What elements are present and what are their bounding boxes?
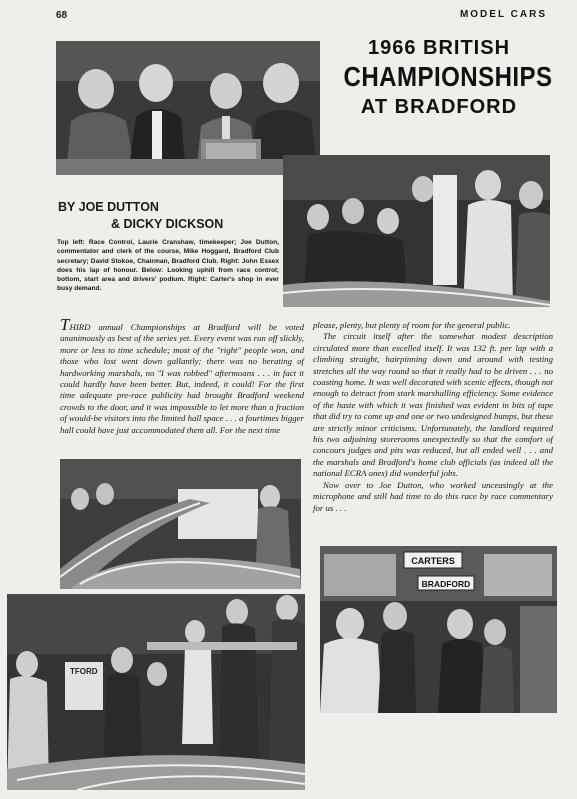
photo-start-area-podium <box>7 594 305 790</box>
article-paragraph-1-text: HIRD annual Championships at Bradford will be voted unanimously as best of the series yet. Every event was run off slickly, more or less to time schedule; most of the "right" people won, and those who lost went down gallantly; there was no berating of hardworking marshals, no "I was robbed" aftermoans . . . in fact it could hardly have been better. But, indeed, it could! For the first time adequate pre-race publicity had brought Bradford weekend crowds to the door, and it was impossible to let more than a fraction of would-be visitors into the limited hall space . . . a fourtimes bigger hall could have just accommodated them all. For the next time <box>60 322 304 435</box>
headline-line-3: AT BRADFORD <box>360 96 518 118</box>
byline-line-1: BY JOE DUTTON <box>58 200 159 214</box>
article-paragraph-1 <box>60 315 304 436</box>
page-number: 68 <box>56 10 68 21</box>
photo-caption: Top left: Race Control, Laurie Cranshaw, timekeeper; Joe Dutton, commentator and clerk of the course, Mike Hoggard, Bradford Club secretary; David Stokoe, Chairman, Bradford Club. Right: John Essex does his lap of honour. Below: Looking uphill from race control; bottom, start area and drivers' podium. Right: Carter's shop in ever busy demand. <box>57 239 279 293</box>
article-paragraph-4: Now over to Joe Dutton, who worked unceasingly at the microphone and still had time to do this race by race commentary for us . . . <box>313 479 553 513</box>
podium-sign-text: TFORD <box>70 667 98 676</box>
article-column-left <box>60 315 304 436</box>
article-paragraph-2: please, plenty, but plenty of room for the general public. <box>313 320 511 330</box>
photo-uphill-view <box>60 459 301 589</box>
shop-sign-text: CARTERS <box>411 556 455 566</box>
photo-carters-shop <box>320 546 557 713</box>
article-column-right <box>313 320 553 514</box>
article-paragraph-3: The circuit itself after the somewhat modest description circulated more than excelled itself. It was 132 ft. per lap with a climbing straight, hairpinning down and around with testing stretches all the way round so that it really had to be driven . . . no coasting home. It was well decorated with scenic effects, though not enough to detract from stark marshalling efficiency. Some evidence of the haste with which it was finished was evident in bits of tape that did try to come up and one or two undesigned bumps, but these are strictly minor criticisms. Unfortunately, the landlord required his two adjoining storerooms unexpectedly so that the comfort of concours judges and pits was reduced, but all ended well . . . and the marshals and Bradford's home club officials (as indeed all the national ECRA ones) did wonderful jobs. <box>313 331 553 479</box>
magazine-title: MODEL CARS <box>459 9 547 20</box>
photo-lap-of-honour <box>283 155 550 307</box>
byline <box>58 199 288 233</box>
headline-line-1: 1966 BRITISH <box>367 37 511 59</box>
drop-cap: T <box>60 315 70 334</box>
shop-sign-sub-text: BRADFORD <box>421 579 471 589</box>
photo-race-control <box>56 41 320 175</box>
byline-line-2: & DICKY DICKSON <box>111 217 224 231</box>
headline-line-2: CHAMPIONSHIPS <box>343 61 553 92</box>
headline <box>328 36 553 120</box>
